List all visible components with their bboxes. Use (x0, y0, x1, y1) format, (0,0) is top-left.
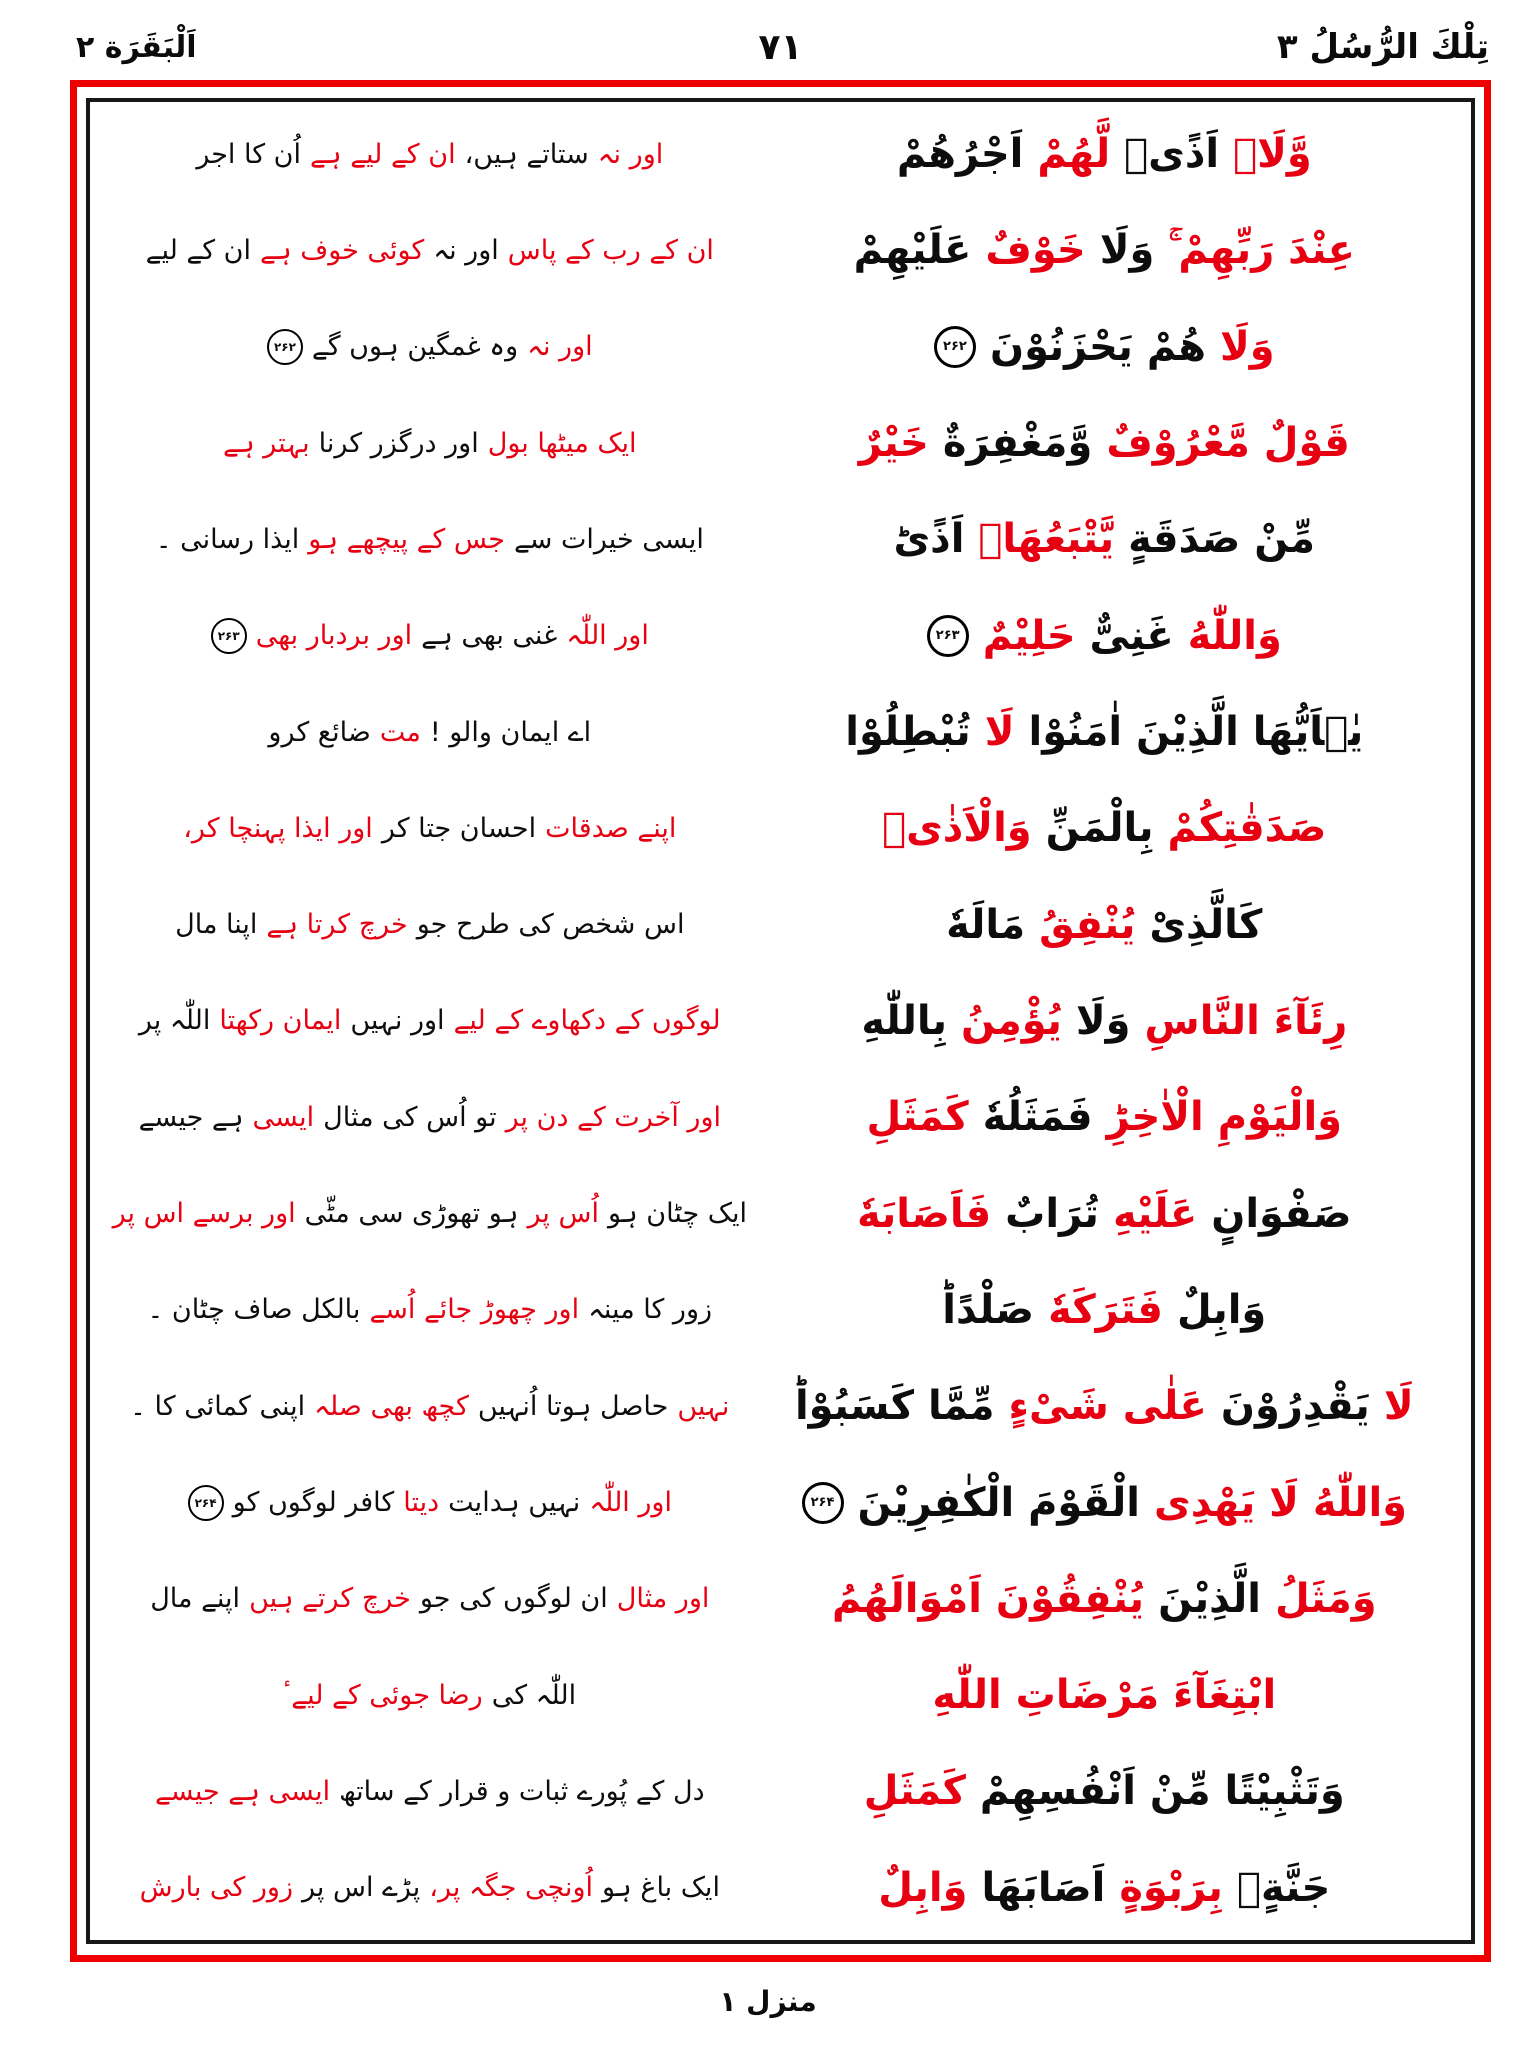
verse-row (106, 1454, 1455, 1550)
urdu-translation-line (106, 329, 754, 365)
arabic-word-group: مِّنْ صَدَقَةٍ (1128, 516, 1316, 563)
urdu-word-group: اور نہیں (350, 1005, 445, 1037)
urdu-word-group: ان کے لیے (145, 234, 251, 266)
urdu-word-group: اور نہ (527, 331, 593, 363)
verse-number-roundel: ۲۶۳ (211, 618, 247, 654)
urdu-word-group: غنی بھی ہے (421, 620, 558, 652)
arabic-word-group: وَلَا (1099, 227, 1155, 274)
urdu-word-group: اور چھوڑ جائے اُسے (369, 1294, 580, 1326)
arabic-word-group: كَمَثَلِ (866, 1094, 969, 1141)
verse-number-roundel: ۲۶۲ (267, 329, 303, 365)
page-number: ۷۱ (758, 26, 803, 68)
arabic-word-group: وَلَا (1219, 323, 1275, 370)
urdu-translation-line (106, 1198, 754, 1229)
arabic-word-group: فَتَرَكَهٗ (1048, 1286, 1163, 1333)
urdu-word-group: ہے جیسے (138, 1101, 244, 1133)
arabic-word-group: يَّتْبَعُهَاۤ (978, 516, 1115, 563)
verse-row (106, 491, 1455, 587)
urdu-word-group: اور اللّٰہ (566, 620, 649, 652)
arabic-line (754, 516, 1455, 562)
arabic-word-group: رِئَآءَ النَّاسِ (1144, 997, 1348, 1044)
verse-row (106, 106, 1455, 202)
urdu-translation-line (106, 618, 754, 654)
arabic-word-group: فَمَثَلُهٗ (982, 1094, 1093, 1141)
urdu-word-group: اور آخرت کے دن پر (505, 1101, 721, 1133)
urdu-word-group: مت (379, 716, 421, 748)
inner-black-border (86, 98, 1475, 1944)
arabic-line (754, 1383, 1455, 1429)
urdu-word-group: زور کی بارش (139, 1872, 293, 1904)
arabic-word-group: وَاللّٰهُ لَا يَهْدِی (1154, 1479, 1408, 1526)
verse-number-roundel: ۲۶۳ (927, 615, 969, 657)
arabic-word-group: الَّذِيْنَ (1158, 1575, 1261, 1622)
verse-row (106, 780, 1455, 876)
arabic-word-group: كَالَّذِیْ (1149, 901, 1263, 948)
urdu-word-group: کوئی خوف ہے (260, 234, 425, 266)
arabic-word-group: صَلْدًاؕ (942, 1286, 1035, 1333)
page-header (70, 18, 1491, 76)
arabic-word-group: وَابِلٌ (1176, 1286, 1267, 1333)
urdu-word-group: ایسی ہے جیسے (154, 1775, 331, 1807)
urdu-translation-line (106, 1005, 754, 1036)
arabic-line (754, 324, 1455, 370)
urdu-translation-line (106, 1776, 754, 1807)
arabic-word-group: وَتَثْبِيْتًا مِّنْ اَنْفُسِهِمْ (979, 1768, 1345, 1815)
urdu-word-group: اور بردبار بھی (255, 620, 413, 652)
arabic-word-group: بِرَبْوَةٍ (1119, 1864, 1223, 1911)
outer-red-border (70, 80, 1491, 1962)
urdu-translation-line (106, 813, 754, 844)
arabic-word-group: صَدَقٰتِكُمْ (1167, 805, 1327, 852)
arabic-word-group: وَّلَاۤ (1233, 131, 1312, 178)
arabic-word-group: وَّمَغْفِرَةٌ (942, 420, 1093, 467)
urdu-translation-line (106, 909, 754, 940)
arabic-word-group: اَجْرُهُمْ (896, 131, 1024, 178)
urdu-word-group: اپنا مال (175, 909, 258, 941)
arabic-line (754, 1768, 1455, 1814)
verse-number-roundel: ۲۶۴ (802, 1482, 844, 1524)
arabic-line (754, 902, 1455, 948)
arabic-word-group: لَا (984, 709, 1015, 756)
arabic-word-group: مِّمَّا كَسَبُوْاؕ (794, 1383, 995, 1430)
urdu-word-group: کچھ بھی صلہ (314, 1390, 469, 1422)
verse-rows (106, 106, 1455, 1936)
arabic-word-group: فَاَصَابَهٗ (856, 1190, 992, 1237)
arabic-word-group: تُبْطِلُوْا (845, 709, 971, 756)
urdu-word-group: اور مثال (616, 1583, 710, 1615)
urdu-word-group: ایذا رسانی ۔ (155, 523, 300, 555)
urdu-word-group: ایسی (252, 1101, 315, 1133)
urdu-word-group: اُس پر (527, 1198, 599, 1230)
urdu-word-group: ایک میٹھا بول (487, 427, 637, 459)
arabic-word-group: يُؤْمِنُ (960, 997, 1062, 1044)
arabic-line (754, 227, 1455, 273)
arabic-word-group: يُنْفِقُوْنَ اَمْوَالَهُمُ (831, 1575, 1145, 1622)
urdu-word-group: اور نہ (597, 138, 664, 170)
urdu-word-group: زور کا مینہ (588, 1294, 713, 1326)
arabic-word-group: يُنْفِقُ (1039, 901, 1136, 948)
arabic-word-group: وَاللّٰهُ (1187, 612, 1282, 659)
arabic-line (754, 1480, 1455, 1526)
arabic-word-group: صَفْوَانٍ (1211, 1190, 1352, 1237)
arabic-word-group: اَذًیؕ (893, 516, 965, 563)
verse-row (106, 973, 1455, 1069)
arabic-word-group: تُرَابٌ (1005, 1190, 1099, 1237)
arabic-word-group: وَلَا (1075, 997, 1131, 1044)
verse-row (106, 1358, 1455, 1454)
urdu-word-group: اللّٰہ پر (138, 1005, 211, 1037)
urdu-word-group: کافر لوگوں کو (232, 1487, 395, 1519)
urdu-word-group: تو اُس کی مثال (323, 1101, 497, 1133)
arabic-line (754, 131, 1455, 177)
urdu-word-group: دیتا (403, 1487, 440, 1519)
urdu-word-group: ضائع کرو (268, 716, 371, 748)
arabic-word-group: وَابِلٌ (878, 1864, 968, 1911)
urdu-word-group: اور اللّٰہ (589, 1487, 672, 1519)
urdu-word-group: اپنی کمائی کا ۔ (130, 1390, 306, 1422)
urdu-word-group: بالکل صاف چٹان ۔ (147, 1294, 361, 1326)
arabic-line (754, 613, 1455, 659)
arabic-word-group: وَالْيَوْمِ الْاٰخِرِؕ (1106, 1094, 1343, 1141)
arabic-line (754, 805, 1455, 851)
urdu-translation-line (106, 1102, 754, 1133)
urdu-word-group: وہ غمگین ہوں گے (311, 331, 519, 363)
urdu-word-group: ایمان رکھتا (219, 1005, 342, 1037)
urdu-translation-line (106, 1872, 754, 1903)
verse-row (106, 1165, 1455, 1261)
arabic-word-group: عِنْدَ رَبِّهِمْ ۚ (1168, 227, 1355, 274)
arabic-word-group: الْقَوْمَ الْكٰفِرِيْنَ (857, 1479, 1141, 1526)
arabic-line (754, 1672, 1455, 1718)
arabic-word-group: كَمَثَلِ (863, 1768, 966, 1815)
verse-row (106, 1551, 1455, 1647)
urdu-word-group: نہیں (677, 1390, 730, 1422)
urdu-translation-line (106, 139, 754, 170)
verse-row (106, 1069, 1455, 1165)
urdu-translation-line (106, 428, 754, 459)
urdu-translation-line (106, 235, 754, 266)
urdu-word-group: ہو تھوڑی سی مٹّی (304, 1198, 519, 1230)
verse-row (106, 299, 1455, 395)
urdu-translation-line (106, 1680, 754, 1711)
verse-row (106, 202, 1455, 298)
arabic-word-group: عَلٰی شَیْءٍ (1008, 1383, 1207, 1430)
arabic-word-group: ابْتِغَآءَ مَرْضَاتِ اللّٰهِ (932, 1672, 1277, 1719)
urdu-word-group: ان لوگوں کی جو (419, 1583, 608, 1615)
urdu-word-group: ایک باغ ہو (601, 1872, 720, 1904)
urdu-word-group: اس شخص کی طرح جو (416, 909, 685, 941)
arabic-word-group: عَلَيْهِمْ (853, 227, 972, 274)
urdu-word-group: ستاتے ہیں، (464, 138, 589, 170)
arabic-line (754, 1191, 1455, 1237)
verse-row (106, 1840, 1455, 1936)
arabic-line (754, 1094, 1455, 1140)
urdu-word-group: اے ایمان والو ! (429, 716, 592, 748)
urdu-word-group: ان کے لیے ہے (309, 138, 456, 170)
urdu-translation-line (106, 1485, 754, 1521)
arabic-word-group: بِاللّٰهِ (861, 997, 947, 1044)
arabic-word-group: يَقْدِرُوْنَ (1220, 1383, 1370, 1430)
verse-row (106, 1743, 1455, 1839)
urdu-word-group: اُونچی جگہ پر، (429, 1872, 593, 1904)
arabic-word-group: غَنِیٌّ (1089, 612, 1174, 659)
arabic-word-group: اَذًیۙ (1124, 131, 1220, 178)
urdu-word-group: اور درگزر کرنا (318, 427, 479, 459)
verse-row (106, 395, 1455, 491)
arabic-word-group: وَالْاَذٰیۙ (882, 805, 1032, 852)
arabic-word-group: مَالَهٗ (946, 901, 1026, 948)
urdu-word-group: احسان جتا کر (381, 812, 537, 844)
arabic-word-group: لَّهُمْ (1037, 131, 1111, 178)
arabic-word-group: خَيْرٌ (858, 420, 929, 467)
arabic-word-group: بِالْمَنِّ (1045, 805, 1154, 852)
arabic-line (754, 420, 1455, 466)
surah-name: اَلْبَقَرَة ۲ (76, 29, 197, 65)
verse-row (106, 1262, 1455, 1358)
urdu-word-group: ان کے رب کے پاس (507, 234, 714, 266)
urdu-word-group: بہتر ہے (223, 427, 310, 459)
urdu-word-group: ایسی خیرات سے (513, 523, 704, 555)
urdu-translation-line (106, 1391, 754, 1422)
urdu-translation-line (106, 1583, 754, 1614)
section-title: تِلْكَ الرُّسُلُ ۳ (1276, 27, 1489, 67)
arabic-line (754, 709, 1455, 755)
urdu-word-group: خرچ کرتے ہیں (249, 1583, 411, 1615)
verse-number-roundel: ۲۶۲ (934, 326, 976, 368)
urdu-word-group: پڑے اس پر (302, 1872, 421, 1904)
verse-row (106, 1647, 1455, 1743)
arabic-word-group: لَا (1383, 1383, 1414, 1430)
arabic-word-group: عَلَيْهِ (1112, 1190, 1198, 1237)
urdu-word-group: حاصل ہوتا اُنہیں (477, 1390, 669, 1422)
urdu-word-group: ایک چٹان ہو (607, 1198, 747, 1230)
verse-row (106, 877, 1455, 973)
arabic-word-group: وَمَثَلُ (1274, 1575, 1377, 1622)
urdu-translation-line (106, 524, 754, 555)
urdu-word-group: لوگوں کے دکھاوے کے لیے (453, 1005, 721, 1037)
urdu-word-group: اللّٰہ کی (491, 1679, 577, 1711)
arabic-word-group: جَنَّةٍۭ (1236, 1864, 1331, 1911)
urdu-word-group: جس کے پیچھے ہو (308, 523, 505, 555)
urdu-translation-line (106, 1294, 754, 1325)
arabic-word-group: يٰۤاَيُّهَا الَّذِيْنَ اٰمَنُوْا (1028, 709, 1364, 756)
arabic-word-group: قَوْلٌ مَّعْرُوْفٌ (1106, 420, 1350, 467)
urdu-translation-line (106, 717, 754, 748)
arabic-line (754, 1865, 1455, 1911)
urdu-word-group: اُن کا اجر (196, 138, 301, 170)
verse-row (106, 588, 1455, 684)
urdu-word-group: اور برسے اس پر (112, 1198, 296, 1230)
arabic-word-group: خَوْفٌ (985, 227, 1086, 274)
verse-number-roundel: ۲۶۴ (188, 1485, 224, 1521)
arabic-word-group: حَلِيْمٌ (982, 612, 1076, 659)
verse-row (106, 684, 1455, 780)
urdu-word-group: رضا جوئی کے لیےٴ (283, 1679, 483, 1711)
urdu-word-group: اور ایذا پہنچا کر، (183, 812, 373, 844)
urdu-word-group: نہیں ہدایت (448, 1487, 581, 1519)
urdu-word-group: اپنے مال (150, 1583, 241, 1615)
arabic-line (754, 1287, 1455, 1333)
urdu-word-group: دل کے پُورے ثبات و قرار کے ساتھ (339, 1775, 705, 1807)
manzil-label: منزل ۱ (719, 1985, 817, 2018)
arabic-word-group: هُمْ يَحْزَنُوْنَ (989, 323, 1206, 370)
urdu-word-group: اپنے صدقات (545, 812, 677, 844)
arabic-word-group: اَصَابَهَا (981, 1864, 1106, 1911)
urdu-word-group: اور نہ (433, 234, 499, 266)
urdu-word-group: خرچ کرتا ہے (266, 909, 408, 941)
arabic-line (754, 998, 1455, 1044)
arabic-line (754, 1576, 1455, 1622)
